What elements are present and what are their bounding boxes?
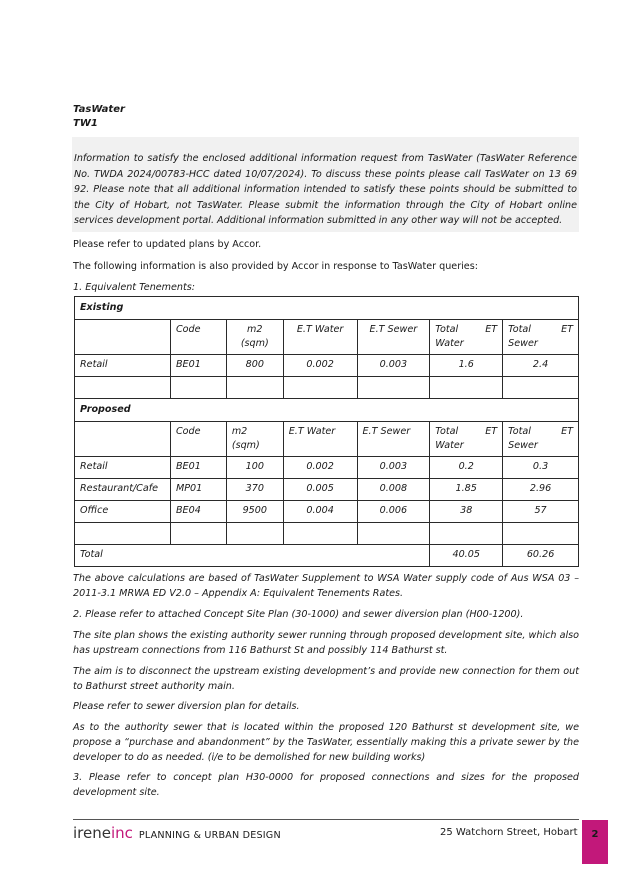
ireneinc-logo: ireneinc PLANNING & URBAN DESIGN (73, 824, 281, 842)
header-ref: TW1 (73, 118, 98, 129)
blank-row (75, 377, 579, 399)
aim-paragraph: The aim is to disconnect the upstream existing development’s and provide new connection for them out to Bathurst street authority main. (73, 666, 579, 692)
table-row: Office BE04 9500 0.004 0.006 38 57 (75, 501, 579, 523)
existing-header-row (75, 320, 579, 355)
footer-tagline: PLANNING & URBAN DESIGN (138, 830, 281, 841)
header-org: TasWater (73, 104, 125, 115)
page-number: 2 (582, 820, 608, 864)
footer-divider (73, 819, 579, 820)
item-1-heading: 1. Equivalent Tenements: (73, 282, 195, 293)
total-row (75, 545, 579, 567)
site-paragraph: The site plan shows the existing authority sewer running through proposed development site, which also has upstream connections from 116 Bathurst St and possibly 114 Bathurst st. (73, 630, 579, 656)
header-blank (75, 320, 171, 355)
existing-section-row (75, 297, 579, 320)
refer-sewer-paragraph: Please refer to sewer diversion plan for details. (73, 701, 300, 712)
table-row: Restaurant/Cafe MP01 370 0.005 0.008 1.85 2.96 (75, 479, 579, 501)
proposed-section-row (75, 399, 579, 422)
total-label: Total (75, 545, 430, 567)
table-row: Retail BE01 800 0.002 0.003 1.6 2.4 (75, 355, 579, 377)
item-2-paragraph: 2. Please refer to attached Concept Site Plan (30-1000) and sewer diversion plan (H00-1200). (73, 609, 524, 620)
section-header (73, 103, 125, 131)
total-sewer: 60.26 (503, 545, 579, 567)
total-water: 40.05 (430, 545, 503, 567)
proposed-header-row: Code m2 (sqm) E.T Water E.T Sewer Total ET Water Total ET Sewer (75, 422, 579, 457)
header-et-water: E.T Water (283, 320, 357, 355)
item-3-paragraph: 3. Please refer to concept plan H30-0000 for proposed connections and sizes for the proposed development site. (73, 772, 579, 798)
request-text: Information to satisfy the enclosed additional information request from TasWater (TasWater Reference No. TWDA 2024/00783-HCC dated 10/07/2024). To discuss these points please call TasWater on 13 69 92. Please note that all additional information intended to satisfy these points should be submitted to the City of Hobart, not TasWater. Please submit the information through the City of Hobart online services development portal. Additional information submitted in any other way will not be accepted. (74, 153, 577, 227)
footer-address: 25 Watchorn Street, Hobart (440, 827, 578, 838)
request-box (72, 137, 579, 232)
table-row: Retail BE01 100 0.002 0.003 0.2 0.3 (75, 457, 579, 479)
header-total-water: Total ET Water (430, 320, 503, 355)
following-paragraph: The following information is also provided by Accor in response to TasWater queries: (73, 261, 478, 272)
blank-row (75, 523, 579, 545)
header-code: Code (170, 320, 226, 355)
refer-paragraph: Please refer to updated plans by Accor. (73, 239, 262, 250)
existing-label: Existing (75, 297, 579, 320)
authority-paragraph: As to the authority sewer that is located within the proposed 120 Bathurst st development site, we propose a “purchase and abandonment” by the TasWater, essentially making this a private sewer by the developer to do as needed. (i/e to be demolished for new building works) (73, 722, 579, 763)
header-et-sewer: E.T Sewer (357, 320, 430, 355)
tenements-table (74, 296, 579, 567)
proposed-label: Proposed (75, 399, 579, 422)
header-m2: m2 (sqm) (226, 320, 283, 355)
header-total-sewer: Total ET Sewer (503, 320, 579, 355)
calc-paragraph: The above calculations are based of TasWater Supplement to WSA Water supply code of Aus WSA 03 – 2011-3.1 MRWA ED V2.0 – Appendix A: Equivalent Tenements Rates. (73, 573, 579, 599)
